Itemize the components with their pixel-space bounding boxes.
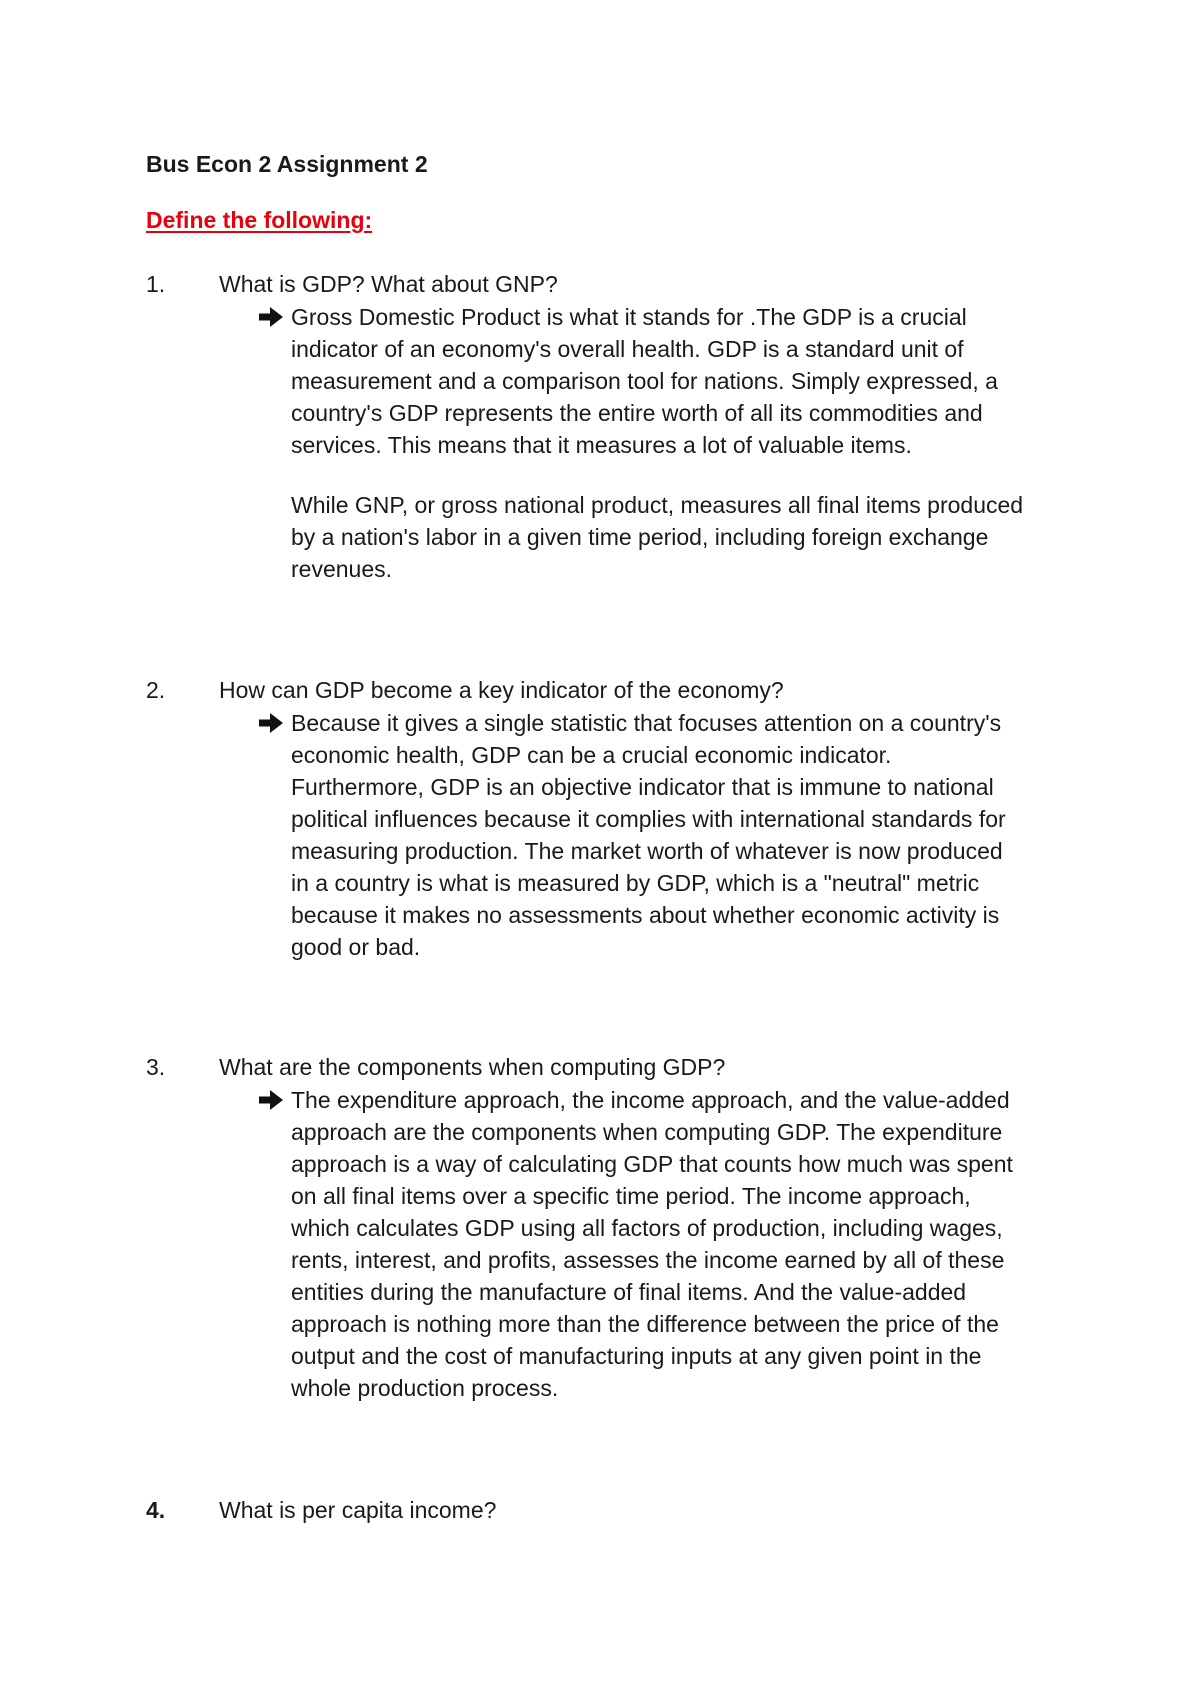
question-1-text: What is GDP? What about GNP? — [219, 271, 558, 297]
answer-line: rents, interest, and profits, assesses the income earned by all of these — [291, 1247, 1005, 1273]
question-2-text: How can GDP become a key indicator of the economy? — [219, 677, 784, 703]
answer-line: which calculates GDP using all factors of production, including wages, — [291, 1215, 1003, 1241]
arrow-right-icon — [258, 1086, 284, 1114]
answer-line: approach is a way of calculating GDP that counts how much was spent — [291, 1151, 1013, 1177]
answer-line: country's GDP represents the entire worth of all its commodities and — [291, 400, 983, 426]
question-4-text: What is per capita income? — [219, 1497, 497, 1523]
answer-line: approach is nothing more than the difference between the price of the — [291, 1311, 999, 1337]
section-heading: Define the following: — [146, 207, 373, 233]
answer-line: because it makes no assessments about whether economic activity is — [291, 902, 1000, 928]
question-4-number: 4. — [146, 1497, 166, 1523]
question-3-number: 3. — [146, 1054, 166, 1080]
answer-line: economic health, GDP can be a crucial economic indicator. — [291, 742, 892, 768]
answer-line: approach are the components when computing GDP. The expenditure — [291, 1119, 1003, 1145]
answer-line: measuring production. The market worth of whatever is now produced — [291, 838, 1003, 864]
question-1-answer — [291, 301, 1081, 461]
answer-line: Furthermore, GDP is an objective indicator that is immune to national — [291, 774, 994, 800]
question-2-number: 2. — [146, 677, 166, 703]
question-3-answer — [291, 1084, 1081, 1404]
answer-line: whole production process. — [291, 1375, 559, 1401]
answer-line: Because it gives a single statistic that focuses attention on a country's — [291, 710, 1002, 736]
question-1-number: 1. — [146, 271, 166, 297]
answer-line: Gross Domestic Product is what it stands for .The GDP is a crucial — [291, 304, 967, 330]
arrow-right-icon — [258, 709, 284, 737]
answer-line: revenues. — [291, 556, 393, 582]
answer-line: The expenditure approach, the income approach, and the value-added — [291, 1087, 1010, 1113]
answer-line: on all final items over a specific time period. The income approach, — [291, 1183, 971, 1209]
answer-line: political influences because it complies with international standards for — [291, 806, 1006, 832]
question-2-answer — [291, 707, 1081, 963]
document-title: Bus Econ 2 Assignment 2 — [146, 151, 428, 177]
answer-line: indicator of an economy's overall health. GDP is a standard unit of — [291, 336, 964, 362]
answer-line: by a nation's labor in a given time period, including foreign exchange — [291, 524, 989, 550]
question-1-answer-gnp — [291, 489, 1081, 585]
answer-line: measurement and a comparison tool for nations. Simply expressed, a — [291, 368, 998, 394]
answer-line: good or bad. — [291, 934, 421, 960]
question-3-text: What are the components when computing GDP? — [219, 1054, 726, 1080]
answer-line: in a country is what is measured by GDP, which is a "neutral" metric — [291, 870, 980, 896]
answer-line: services. This means that it measures a lot of valuable items. — [291, 432, 912, 458]
answer-line: While GNP, or gross national product, measures all final items produced — [291, 492, 1024, 518]
answer-line: output and the cost of manufacturing inputs at any given point in the — [291, 1343, 982, 1369]
arrow-right-icon — [258, 303, 284, 331]
answer-line: entities during the manufacture of final items. And the value-added — [291, 1279, 967, 1305]
